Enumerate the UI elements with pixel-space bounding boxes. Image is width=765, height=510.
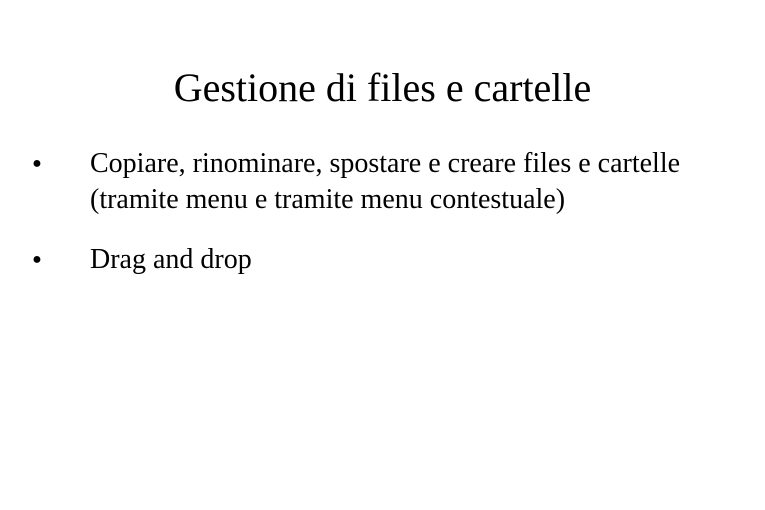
bullet-list	[30, 146, 710, 302]
bullet-dot-icon: ●	[32, 251, 42, 268]
bullet-text: Copiare, rinominare, spostare e creare files e cartelle (tramite menu e tramite menu contestuale)	[90, 148, 681, 215]
bullet-text: Drag and drop	[90, 244, 252, 275]
bullet-item-copy-rename	[30, 146, 710, 218]
bullet-item-drag-drop	[30, 242, 710, 278]
bullet-dot-icon: ●	[32, 155, 42, 172]
slide-title: Gestione di files e cartelle	[173, 65, 592, 110]
